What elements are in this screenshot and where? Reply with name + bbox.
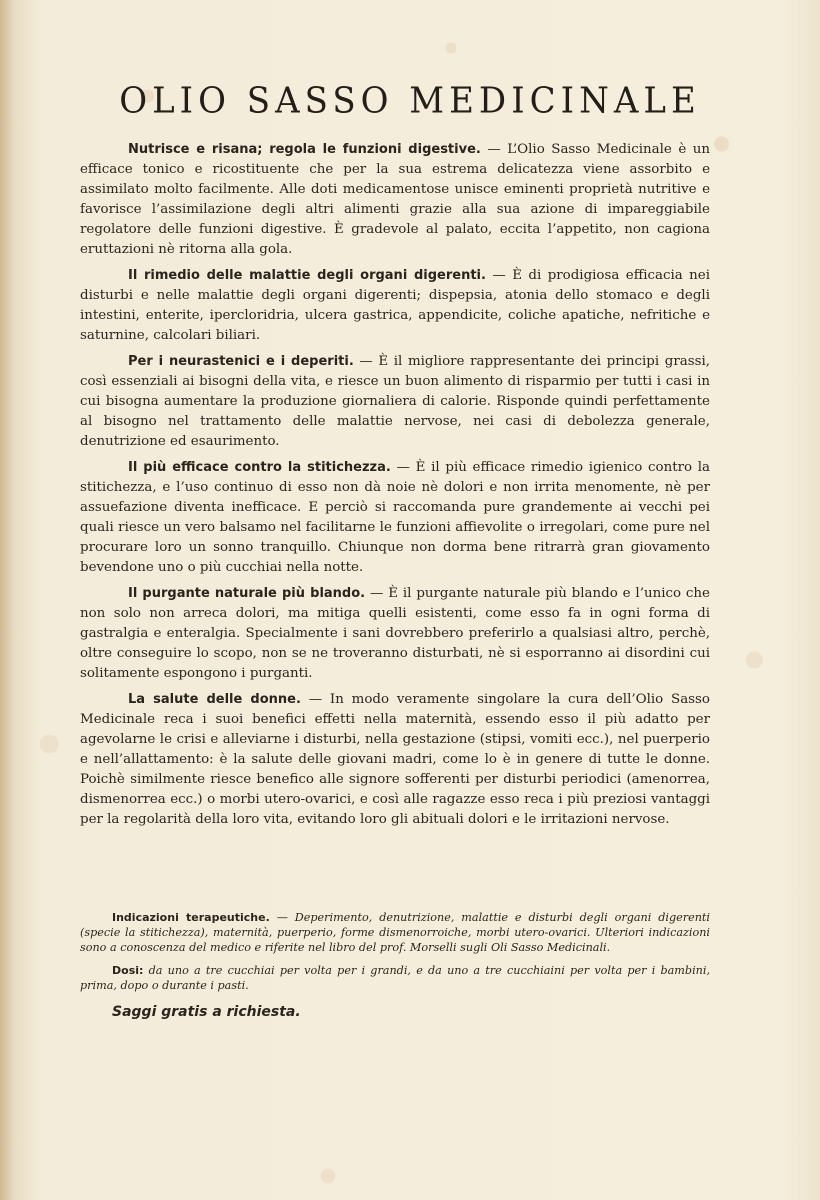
paragraph-neurastenici <box>80 352 710 452</box>
paragraph-heading: Nutrisce e risana; regola le funzioni digestive. <box>128 142 481 157</box>
footer-saggi: Saggi gratis a richiesta. <box>112 1004 301 1020</box>
paragraph-heading: Il più efficace contro la stitichezza. <box>128 460 391 475</box>
paragraph-text: — È il più efficace rimedio igienico contro la stitichezza, e l’uso continuo di esso non dà noie nè dolori e non irrita menomente, nè per assuefazione diventa inefficace. E perciò si raccomanda pure grandemente ai vecchi pei quali riesce un vero balsamo nel facilitarne le funzioni affievolite o irregolari, come pure nel procurare loro un sonno tranquillo. Chiunque non dorma bene ritrarrà gran giovamento bevendone uno o più cucchiai nella notte. <box>80 460 711 575</box>
note-text: — Deperimento, denutrizione, malattie e disturbi degli organi digerenti (specie la stitichezza), maternità, puerperio, forme dismenorroiche, morbi utero-ovarici. Ulteriori indicazioni sono a conoscenza del medico e riferite nel libro del prof. Morselli sugli Oli Sasso Medicinali. <box>80 911 710 954</box>
paragraph-salute-donne <box>80 690 710 830</box>
paragraph-stitichezza <box>80 458 710 578</box>
paragraph-heading: Il rimedio delle malattie degli organi digerenti. <box>128 268 486 283</box>
paragraph-text: — È il migliore rappresentante dei principi grassi, così essenziali ai bisogni della vita, e riesce un buon alimento di risparmio per tutti i casi in cui bisogna aumentare la produzione giornaliera di calorie. Risponde quindi perfettamente al bisogno nel trattamento delle malattie nervose, nei casi di debolezza generale, denutrizione ed esaurimento. <box>80 354 710 449</box>
note-dosi <box>80 963 710 993</box>
note-indicazioni <box>80 910 710 955</box>
page-title: OLIO SASSO MEDICINALE <box>119 79 701 122</box>
paragraph-nutrisce <box>80 140 710 260</box>
paragraph-purgante <box>80 584 710 684</box>
article-body <box>80 140 710 836</box>
paragraph-text: — È il purgante naturale più blando e l’unico che non solo non arreca dolori, ma mitiga quelli esistenti, come esso fa in ogni forma di gastralgia e enteralgia. Specialmente i sani dovrebbero preferirlo a qualsiasi altro, perchè, oltre conseguire lo scopo, non se ne troveranno disturbati, nè si esporranno ai disordini cui solitamente espongono i purganti. <box>80 586 710 681</box>
paragraph-malattie-digerenti <box>80 266 710 346</box>
paragraph-heading: La salute delle donne. <box>128 692 301 707</box>
note-label: Dosi: <box>112 964 144 977</box>
paragraph-heading: Per i neurastenici e i deperiti. <box>128 354 354 369</box>
paragraph-text: — L’Olio Sasso Medicinale è un efficace tonico e ricostituente che per la sua estrema delicatezza viene assorbito e assimilato molto facilmente. Alle doti medicamentose unisce eminenti proprietà nutritive e favorisce l’assimilazione degli altri alimenti grazie alla sua azione di impareggiabile regolatore delle funzioni digestive. È gradevole al palato, eccita l’appetito, non cagiona eruttazioni nè ritorna alla gola. <box>80 142 710 257</box>
note-text: da uno a tre cucchiai per volta per i grandi, e da uno a tre cucchiaini per volta per i bambini, prima, dopo o durante i pasti. <box>80 964 710 992</box>
notes-block <box>80 910 710 1001</box>
note-label: Indicazioni terapeutiche. <box>112 911 270 924</box>
paragraph-heading: Il purgante naturale più blando. <box>128 586 366 601</box>
paragraph-text: — È di prodigiosa efficacia nei disturbi e nelle malattie degli organi digerenti; dispepsia, atonia dello stomaco e degli intestini, enterite, ipercloridria, ulcera gastrica, appendicite, coliche apatiche, nefritiche e saturnine, calcolari biliari. <box>80 268 711 343</box>
paragraph-text: — In modo veramente singolare la cura dell’Olio Sasso Medicinale reca i suoi benefici effetti nella maternità, essendo esso il più adatto per agevolarne le crisi e alleviarne i disturbi, nella gestazione (stipsi, vomiti ecc.), nel puerperio e nell’allattamento: è la salute delle giovani madri, come lo è in genere di tutte le donne. Poichè similmente riesce benefico alle signore sofferenti per disturbi periodici (amenorrea, dismenorrea ecc.) o morbi utero-ovarici, e così alle ragazze esso reca i più preziosi vantaggi per la regolarità della loro vita, evitando loro gli abituali dolori e le irritazioni nervose. <box>80 692 710 827</box>
